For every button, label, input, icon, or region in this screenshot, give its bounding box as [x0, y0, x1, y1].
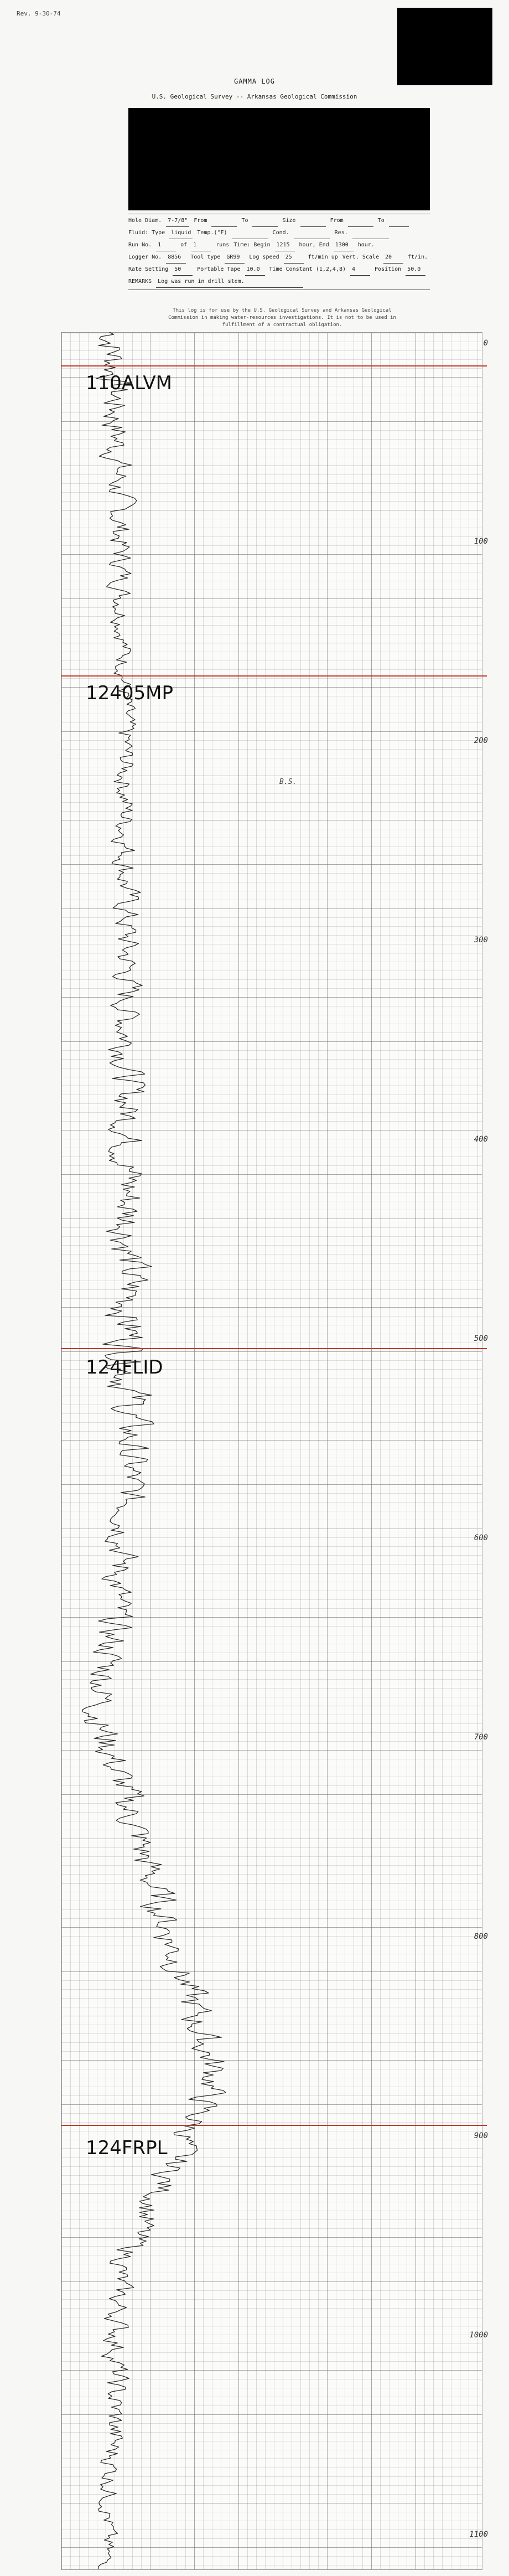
marker-label-12405mp: 12405MP — [86, 682, 173, 704]
value-remarks: Log was run in drill stem. — [156, 276, 303, 288]
redaction-box-middle — [128, 108, 430, 210]
label-remarks: REMARKS — [128, 278, 152, 285]
label-hour-end: hour, End — [299, 242, 329, 248]
depth-label-800: 800 — [474, 1932, 488, 1941]
label-ft-in: ft/in. — [408, 254, 428, 260]
redaction-box-top-right — [397, 8, 492, 85]
form-row-fluid — [128, 228, 430, 240]
label-position: Position — [375, 266, 402, 272]
label-size: Size — [282, 218, 296, 224]
gamma-log-curve — [61, 332, 481, 2569]
label-run-no: Run No. — [128, 242, 152, 248]
label-temp: Temp.(°F) — [197, 230, 227, 236]
label-cond: Cond. — [272, 230, 289, 236]
marker-line-110alvm — [61, 365, 487, 366]
label-portable-tape: Portable Tape — [197, 266, 241, 272]
value-hole-diam: 7-7/8" — [166, 215, 189, 227]
label-vert-scale: Vert. Scale — [342, 254, 380, 260]
depth-label-0: 0 — [483, 339, 488, 348]
form-row-rate — [128, 264, 430, 276]
depth-label-1100: 1100 — [469, 2530, 488, 2539]
value-logger-no: 8856 — [166, 252, 186, 264]
label-to-2: To — [377, 218, 385, 224]
label-time-constant: Time Constant (1,2,4,8) — [269, 266, 346, 272]
label-tool-type: Tool type — [190, 254, 221, 260]
depth-label-500: 500 — [474, 1334, 488, 1343]
marker-line-12405mp — [61, 675, 487, 677]
label-of: of — [180, 242, 188, 248]
usage-notice: This log is for use by the U.S. Geological Survey and Arkansas Geological Commission in making water-resources investigations. It is not to be used in fulfillment of a contractual obligation. — [168, 308, 396, 328]
form-row-run — [128, 240, 430, 252]
value-rate-setting: 50 — [173, 264, 193, 276]
label-hour: hour. — [357, 242, 375, 248]
value-fluid-type: liquid — [169, 228, 193, 239]
depth-label-100: 100 — [474, 537, 488, 546]
value-of-runs: 1 — [191, 240, 211, 251]
annotation-bs: B.S. — [279, 778, 297, 786]
form-header — [127, 78, 382, 100]
depth-label-1000: 1000 — [469, 2331, 488, 2340]
label-from: From — [194, 218, 207, 224]
label-log-speed: Log speed — [249, 254, 279, 260]
value-vert-scale: 20 — [383, 252, 403, 264]
label-time-begin: Time: Begin — [233, 242, 271, 248]
label-runs: runs — [216, 242, 230, 248]
depth-label-400: 400 — [474, 1135, 488, 1144]
value-time-begin: 1215 — [275, 240, 295, 251]
left-margin-strip — [0, 332, 61, 2569]
depth-label-900: 900 — [474, 2131, 488, 2140]
marker-label-124frpl: 124FRPL — [86, 2137, 168, 2159]
label-from-2: From — [330, 218, 344, 224]
value-portable-tape: 10.0 — [245, 264, 265, 276]
value-log-speed: 25 — [284, 252, 304, 264]
label-ft-min: ft/min up — [308, 254, 338, 260]
value-tool-type: GR99 — [225, 252, 245, 264]
form-title: GAMMA LOG — [233, 78, 276, 85]
label-logger-no: Logger No. — [128, 254, 162, 260]
log-header-form — [128, 213, 430, 291]
value-run-no: 1 — [156, 240, 176, 251]
value-time-constant: 4 — [350, 264, 370, 276]
depth-label-300: 300 — [474, 936, 488, 944]
value-position: 50.0 — [406, 264, 425, 276]
corner-date: Rev. 9-30-74 — [17, 10, 61, 17]
value-time-end: 1300 — [334, 240, 354, 251]
label-res: Res. — [334, 230, 348, 236]
marker-line-124flid — [61, 1348, 487, 1349]
marker-label-124flid: 124FLID — [86, 1356, 163, 1379]
marker-line-124frpl — [61, 2125, 487, 2126]
form-row-remarks — [128, 276, 430, 288]
label-hole-diam: Hole Diam. — [128, 218, 162, 224]
depth-label-200: 200 — [474, 736, 488, 745]
label-fluid-type: Fluid: Type — [128, 230, 165, 236]
depth-label-600: 600 — [474, 1534, 488, 1542]
form-row-logger — [128, 252, 430, 264]
form-row-hole — [128, 215, 430, 228]
marker-label-110alvm: 110ALVM — [86, 372, 172, 394]
label-to: To — [241, 218, 248, 224]
form-subtitle: U.S. Geological Survey -- Arkansas Geological Commission — [152, 93, 357, 100]
depth-label-700: 700 — [474, 1733, 488, 1742]
label-rate-setting: Rate Setting — [128, 266, 169, 272]
